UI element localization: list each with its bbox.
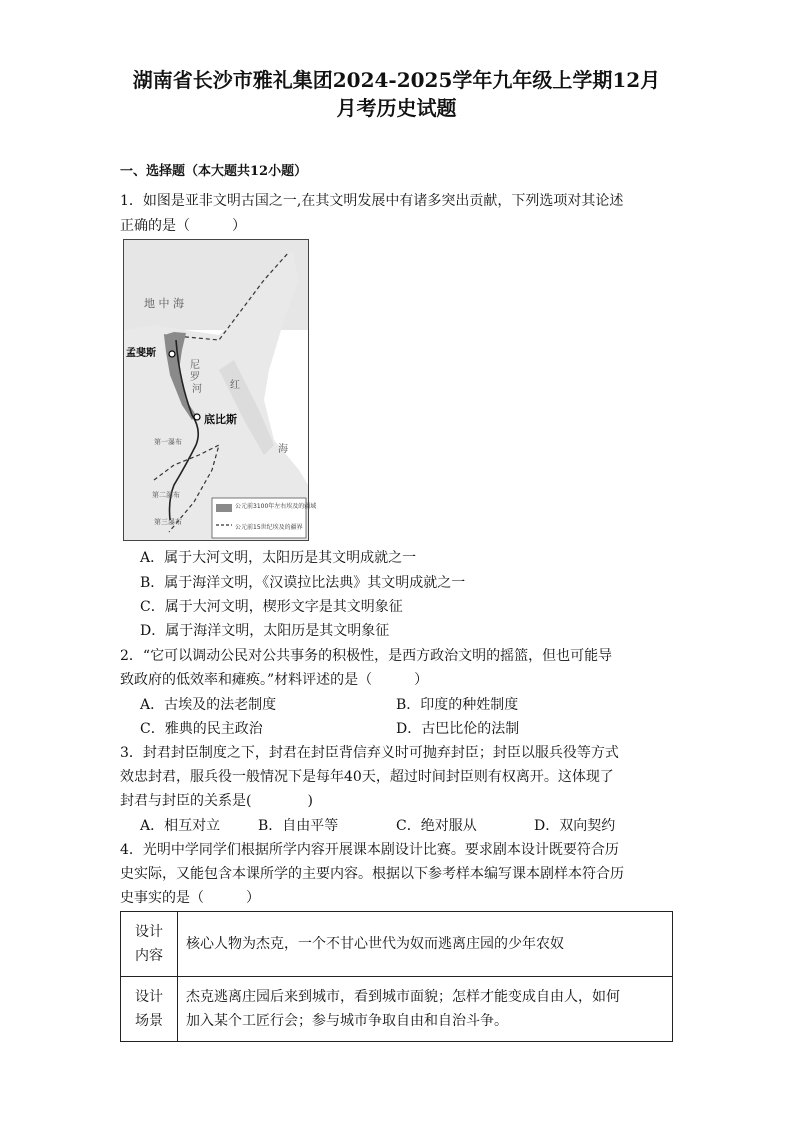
q1-stem-line-1: 1．如图是亚非文明古国之一,在其文明发展中有诸多突出贡献，下列选项对其论述 xyxy=(120,193,624,209)
q1-stem-line-2: 正确的是（ ） xyxy=(120,218,246,234)
q4-design-table xyxy=(120,911,673,1042)
q3-option-b[interactable]: B．自由平等 xyxy=(258,818,339,834)
table-cell-content xyxy=(178,912,673,977)
q3-stem-line-2: 效忠封君，服兵役一般情况下是每年40天，超过时间封臣则有权离开。这体现了 xyxy=(120,769,614,785)
red-sea-label-2: 海 xyxy=(278,444,288,455)
table-cell-label xyxy=(121,912,178,977)
q2-stem-line-1: 2．“它可以调动公民对公共事务的积极性，是西方政治文明的摇篮，但也可能导 xyxy=(120,648,613,664)
thebes-label: 底比斯 xyxy=(204,413,237,426)
q3-stem-line-1: 3．封君封臣制度之下，封君在封臣背信弃义时可抛弃封臣；封臣以服兵役等方式 xyxy=(120,745,619,761)
q1-option-d[interactable]: D．属于海洋文明，太阳历是其文明象征 xyxy=(140,623,390,639)
q1-option-b[interactable]: B．属于海洋文明，《汉谟拉比法典》其文明成就之一 xyxy=(140,575,466,591)
legend-swatch-1 xyxy=(216,504,232,512)
q2-option-c[interactable]: C．雅典的民主政治 xyxy=(140,721,263,737)
memphis-marker xyxy=(169,351,175,357)
title-line-2: 月考历史试题 xyxy=(336,96,457,120)
table-row xyxy=(121,977,673,1042)
cataract-3-label: 第三瀑布 xyxy=(154,518,182,526)
document-title xyxy=(100,66,693,122)
q2-option-d[interactable]: D．古巴比伦的法制 xyxy=(396,721,520,737)
cataract-2-label: 第二瀑布 xyxy=(152,491,180,499)
red-sea-label-1: 红 xyxy=(230,380,240,391)
label-line-2: 内容 xyxy=(135,948,163,964)
table-row xyxy=(121,912,673,977)
section-heading: 一、选择题（本大题共12小题） xyxy=(120,164,308,179)
content-line-1: 核心人物为杰克，一个不甘心世代为奴而逃离庄园的少年农奴 xyxy=(186,936,564,952)
sea-label: 地 中 海 xyxy=(144,297,184,310)
label-line-1: 设计 xyxy=(135,989,163,1005)
nile-label-1: 尼 xyxy=(190,360,200,371)
q1-option-a[interactable]: A．属于大河文明，太阳历是其文明成就之一 xyxy=(140,550,417,566)
q3-option-c[interactable]: C．绝对服从 xyxy=(396,818,477,834)
thebes-marker xyxy=(194,414,200,420)
q3-option-a[interactable]: A．相互对立 xyxy=(140,818,221,834)
q2-option-b[interactable]: B．印度的种姓制度 xyxy=(396,697,519,713)
label-line-1: 设计 xyxy=(135,924,163,940)
content-line-2: 加入某个工匠行会；参与城市争取自由和自治斗争。 xyxy=(186,1013,508,1029)
egypt-map xyxy=(123,239,317,541)
cataract-1-label: 第一瀑布 xyxy=(154,438,182,446)
q3-option-d[interactable]: D．双向契约 xyxy=(534,818,616,834)
table-cell-content xyxy=(178,977,673,1042)
title-line-1: 湖南省长沙市雅礼集团2024-2025学年九年级上学期12月 xyxy=(132,68,661,92)
table-cell-label xyxy=(121,977,178,1042)
q2-option-a[interactable]: A．古埃及的法老制度 xyxy=(140,697,277,713)
nile-label-2: 罗 xyxy=(190,372,200,383)
memphis-label: 孟斐斯 xyxy=(126,348,156,359)
nile-label-3: 河 xyxy=(192,384,202,395)
legend-label-2: 公元前15世纪埃及的疆界 xyxy=(235,524,303,531)
q2-stem-line-2: 致政府的低效率和瘫痪。”材料评述的是（ ） xyxy=(120,672,429,688)
label-line-2: 场景 xyxy=(135,1013,163,1029)
legend-label-1: 公元前3100年左右埃及的疆域 xyxy=(235,503,317,510)
q1-option-c[interactable]: C．属于大河文明，楔形文字是其文明象征 xyxy=(140,599,403,615)
content-line-1: 杰克逃离庄园后来到城市，看到城市面貌；怎样才能变成自由人，如何 xyxy=(186,989,620,1005)
q4-stem-line-2: 史实际，又能包含本课所学的主要内容。根据以下参考样本编写课本剧样本符合历 xyxy=(120,866,624,882)
q4-stem-line-3: 史事实的是（ ） xyxy=(120,890,260,906)
q4-stem-line-1: 4．光明中学同学们根据所学内容开展课本剧设计比赛。要求剧本设计既要符合历 xyxy=(120,842,619,858)
q3-stem-line-3: 封君与封臣的关系是( ) xyxy=(120,793,313,809)
